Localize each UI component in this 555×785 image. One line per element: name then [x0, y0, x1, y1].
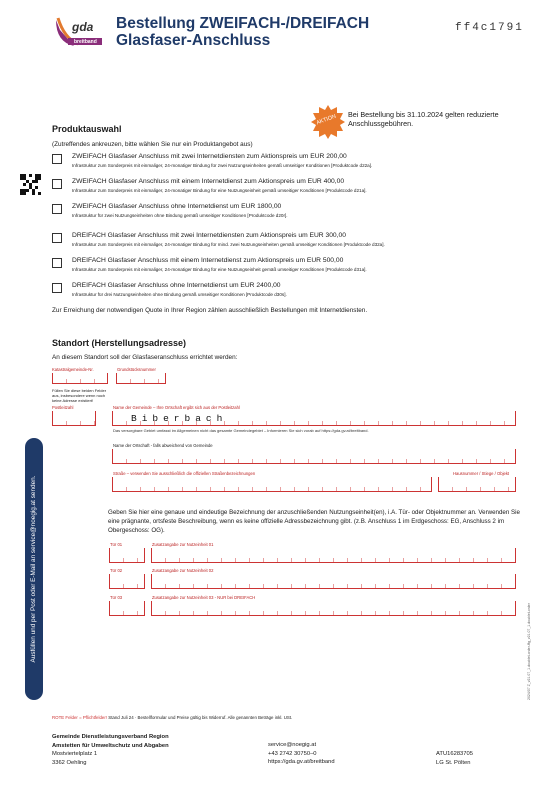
ortschaft-field[interactable]	[112, 449, 516, 464]
product-option-2[interactable]	[52, 178, 512, 198]
qr-code	[20, 174, 41, 195]
checkbox[interactable]	[52, 233, 62, 243]
option-detail: Infrastruktur zum Sonderpreis mit einmaliger, 24-monatiger Bindung für eine Nutzungseinheit gemäß umseitiger Konditionen [Produktcode d21a].	[72, 188, 367, 193]
sidebar-text: Ausfüllen und per Post oder E-Mail an service@noegig.at senden.	[30, 475, 37, 663]
product-option-5[interactable]	[52, 257, 512, 277]
checkbox[interactable]	[52, 154, 62, 164]
org-line-2: Amstetten für Umweltschutz und Abgaben	[52, 742, 169, 749]
checkbox[interactable]	[52, 283, 62, 293]
gda-logo	[54, 16, 104, 48]
required-note-row	[52, 715, 292, 720]
badge-text: AKTION	[315, 113, 337, 127]
checkbox[interactable]	[52, 258, 62, 268]
unit-2-field[interactable]	[151, 574, 516, 589]
checkbox[interactable]	[52, 204, 62, 214]
title-line-1: Bestellung ZWEIFACH-/DREIFACH	[116, 15, 370, 32]
door-2-field[interactable]	[109, 574, 145, 589]
product-heading: Produktauswahl	[52, 124, 122, 134]
footer-org	[52, 733, 169, 767]
product-option-4[interactable]	[52, 232, 512, 252]
form-code: ff4c1791	[455, 22, 524, 34]
stand-note: Stand Juli 24 · Bestellformular und Preise gültig bis Widerruf. Alle genannten Beträge inkl. USt.	[108, 715, 293, 720]
unit-1-label: Zusatzangabe zur Nutzeinheit 01	[152, 542, 214, 547]
units-text: Geben Sie hier eine genaue und eindeutige Bezeichnung der anzuschließenden Nutzungseinheit(en), i.A. Tür- oder Objektnummer an. Verwenden Sie eine prägnante, ortsfeste Beschreibung, wenn es keine offizielle Adressbezeichnung gibt. (z.B. Anschluss 1 im Erdgeschoss: EG, Anschluss 2 im Obergeschoss: OG).	[108, 509, 520, 534]
unit-2-label: Zusatzangabe zur Nutzeinheit 02	[152, 568, 214, 573]
unit-1-field[interactable]	[151, 548, 516, 563]
gemeinde-field[interactable]	[112, 411, 516, 426]
product-instruction: (Zutreffendes ankreuzen, bitte wählen Sie nur ein Produktangebot aus)	[52, 141, 253, 148]
kg-label: Katastralgemeinde-Nr.	[52, 367, 94, 372]
location-heading: Standort (Herstellungsadresse)	[52, 338, 187, 348]
unit-3-field[interactable]	[151, 601, 516, 616]
door-1-label: Tür 01	[110, 542, 123, 547]
promo-note: Bei Bestellung bis 31.10.2024 gelten reduzierte Anschlussgebühren.	[348, 110, 499, 128]
plz-label: Postleitzahl	[52, 405, 74, 410]
option-detail: Infrastruktur zum Sonderpreis mit einmaliger, 24-monatiger Bindung für eine Nutzungseinheit gemäß umseitiger Konditionen [Produktcode d31a].	[72, 267, 367, 272]
title-line-2: Glasfaser-Anschluss	[116, 32, 271, 49]
hausnr-field[interactable]	[438, 477, 516, 492]
contact-email[interactable]: service@noegig.at	[268, 742, 317, 748]
option-label: DREIFACH Glasfaser Anschluss mit einem Internetdienst zum Aktionspreis um EUR 500,00	[72, 257, 344, 264]
door-1-field[interactable]	[109, 548, 145, 563]
required-note: ROTE Felder = Pflichtfelder!	[52, 715, 108, 720]
logo-text: gda	[72, 20, 94, 34]
gemeinde-note: Das versorgbare Gebiet umfasst im Allgemeinen nicht das gesamte Gemeindegebiet – Informieren Sie sich vorab auf https://gda.gv.at/breitband.	[113, 428, 369, 433]
aktion-badge	[310, 104, 346, 140]
gemeinde-value: Biberbach	[131, 413, 228, 424]
gemeinde-label: Name der Gemeinde – Ihre Ortschaft ergibt sich aus der Postleitzahl	[113, 405, 240, 410]
logo-subtext: breitband	[74, 39, 97, 45]
legal-uid: ATU16283705	[436, 751, 473, 757]
door-3-label: Tür 03	[110, 595, 123, 600]
document-version	[527, 580, 535, 700]
strasse-label: Straße – verwenden Sie ausschließlich die offiziellen Straßenbezeichnungen	[113, 471, 256, 476]
product-option-1[interactable]	[52, 153, 512, 173]
ortschaft-label: Name der Ortschaft - falls abweichend von Gemeinde	[113, 443, 213, 448]
kg-field[interactable]	[52, 373, 108, 384]
option-label: ZWEIFACH Glasfaser Anschluss mit einem Internetdienst zum Aktionspreis um EUR 400,00	[72, 178, 345, 185]
strasse-field[interactable]	[112, 477, 432, 492]
legal-court: LG St. Pölten	[436, 759, 471, 766]
org-city: 3362 Oehling	[52, 759, 87, 766]
version-text: 2024/07 Z_v21.07_1.doublet-order-ffg_v21.07_1.doublet-order	[527, 602, 531, 700]
kg-note: Füllen Sie diese beiden Felder aus, insbesondere wenn noch keine Adresse existiert!	[52, 388, 107, 403]
send-instruction-sidebar	[25, 438, 43, 700]
option-label: ZWEIFACH Glasfaser Anschluss mit zwei Internetdiensten zum Aktionspreis um EUR 200,00	[72, 153, 347, 160]
option-detail: Infrastruktur zum Sonderpreis mit einmaliger, 24-monatiger Bindung für zwei Nutzungseinheiten gemäß umseitiger Konditionen [Produktcode d22a].	[72, 163, 373, 168]
option-detail: Infrastruktur für zwei Nutzungseinheiten ohne Bindung gemäß umseitiger Konditionen [Produktcode d20r].	[72, 213, 288, 218]
footer-contact	[268, 741, 335, 767]
checkbox[interactable]	[52, 179, 62, 189]
door-2-label: Tür 02	[110, 568, 123, 573]
option-detail: Infrastruktur für drei Nutzungseinheiten ohne Bindung gemäß umseitiger Konditionen [Produktcode d30s].	[72, 292, 287, 297]
org-street: Mostviertelplatz 1	[52, 751, 98, 758]
hausnr-label: Hausnummer / Stiege / Objekt	[453, 471, 510, 476]
option-detail: Infrastruktur zum Sonderpreis mit einmaliger, 24-monatiger Bindung für mind. zwei Nutzungseinheiten gemäß umseitiger Konditionen [Produktcode d32a].	[72, 242, 385, 247]
quota-note: Zur Erreichung der notwendigen Quote in Ihrer Region zählen ausschließlich Bestellungen mit Internetdiensten.	[52, 307, 368, 314]
door-3-field[interactable]	[109, 601, 145, 616]
option-label: DREIFACH Glasfaser Anschluss mit zwei Internetdiensten zum Aktionspreis um EUR 300,00	[72, 232, 346, 239]
footer-legal	[436, 750, 473, 767]
option-label: ZWEIFACH Glasfaser Anschluss ohne Internetdienst um EUR 1800,00	[72, 203, 282, 210]
product-option-3[interactable]	[52, 203, 512, 223]
option-label: DREIFACH Glasfaser Anschluss ohne Internetdienst um EUR 2400,00	[72, 282, 281, 289]
location-intro: An diesem Standort soll der Glasfaseranschluss errichtet werden:	[52, 354, 238, 361]
gst-field[interactable]	[116, 373, 166, 384]
gst-label: Grundstücksnummer	[117, 367, 156, 372]
plz-field[interactable]	[52, 411, 96, 426]
page-title	[116, 15, 369, 49]
org-line-1: Gemeinde Dienstleistungsverband Region	[52, 734, 169, 740]
unit-3-label: Zusatzangabe zur Nutzeinheit 03 - NUR bei DREIFACH	[152, 595, 256, 600]
contact-web[interactable]: https://gda.gv.at/breitband	[268, 759, 335, 766]
contact-phone: +43 2742 30750–0	[268, 750, 317, 757]
product-option-6[interactable]	[52, 282, 512, 302]
